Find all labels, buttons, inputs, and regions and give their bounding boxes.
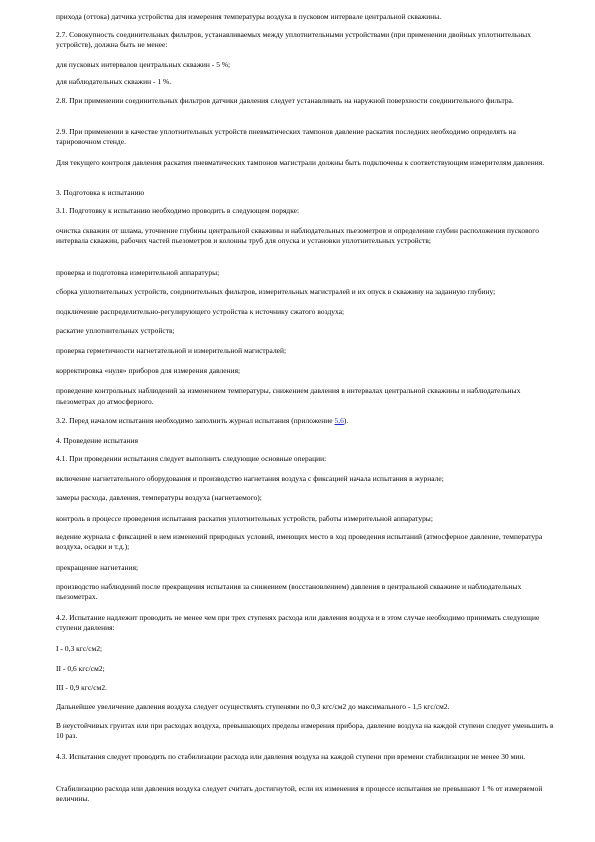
- paragraph-23: [56, 514, 561, 524]
- paragraph-text: 3. Подготовка к испытанию: [56, 188, 145, 198]
- paragraph-text: 3.2. Перед началом испытания необходимо заполнить журнал испытания (приложение: [56, 416, 333, 426]
- paragraph-text: В неустойчивых грунтах или при расходах воздуха, превышающих пределы измерения прибора, давление воздуха на каждой ступени следует уменьшить в 10 раз.: [56, 721, 554, 741]
- paragraph-text: II - 0,6 кгс/см2;: [56, 663, 105, 673]
- paragraph-text: контроль в процессе проведения испытания раскатия уплотнительных устройств, работы измерительной аппаратуры;: [56, 513, 433, 523]
- paragraph-text: Для текущего контроля давления раскатия пневматических тампонов магистрали должны быть подключены к соответствующим измерителям давления.: [56, 158, 545, 168]
- paragraph-text: очистка скважин от шлама, уточнение глубины центральной скважины и наблюдательных пьезометров и определение глубин расположения пускового интервала скважин, рабочих частей пьезометров и колонны труб для опуска и установки уплотнительных устройств;: [56, 225, 539, 245]
- paragraph-30: [56, 683, 561, 693]
- paragraph-text: корректировка «нуля» приборов для измерения давления;: [56, 366, 241, 375]
- paragraph-33: [56, 752, 561, 762]
- paragraph-8: [56, 188, 561, 198]
- paragraph-20: [56, 454, 561, 464]
- paragraph-3: [56, 60, 561, 70]
- paragraph-16: [56, 366, 561, 376]
- paragraph-text: подключение распределительно-регулирующего устройства к источнику сжатого воздуха;: [56, 307, 345, 317]
- paragraph-7: [56, 158, 561, 168]
- paragraph-text: 3.1. Подготовку к испытанию необходимо проводить в следующем порядке:: [56, 206, 300, 216]
- paragraph-25: [56, 563, 561, 573]
- appendix-link[interactable]: 5,6: [334, 416, 344, 426]
- paragraph-22: [56, 493, 561, 503]
- paragraph-text: для наблюдательных скважин - 1 %.: [56, 76, 172, 86]
- paragraph-26: [56, 582, 561, 603]
- paragraph-text: проверка герметичности нагнетательной и измерительной магистралей;: [56, 345, 287, 355]
- paragraph-text: для пусковых интервалов центральных скважин - 5 %;: [56, 60, 231, 69]
- paragraph-text-tail: ).: [343, 416, 349, 426]
- paragraph-text: прихода (оттока) датчика устройства для измерения температуры воздуха в пусковом интервале центральной скважины.: [56, 12, 442, 21]
- paragraph-text: проведение контрольных наблюдений за изменением температуры, снижением давления в интервалах центральной скважины и наблюдательных пьезометрах до атмосферного.: [56, 386, 521, 406]
- paragraph-text: 4. Проведение испытания: [56, 435, 139, 445]
- paragraph-17: [56, 386, 561, 407]
- paragraph-text: прекращение нагнетания;: [56, 562, 139, 572]
- paragraph-text: проверка и подготовка измерительной аппаратуры;: [56, 267, 220, 277]
- paragraph-text: замеры расхода, давления, температуры воздуха (нагнетаемого);: [56, 493, 262, 503]
- paragraph-24: [56, 532, 561, 553]
- paragraph-31: [56, 702, 561, 712]
- paragraph-text: 2.8. При применении соединительных фильтров датчики давления следует устанавливать на наружной поверхности соединительного фильтра.: [56, 96, 514, 105]
- paragraph-text: 4.3. Испытания следует проводить по стабилизации расхода или давления воздуха на каждой ступени при времени стабилизации не менее 30 мин.: [56, 752, 526, 762]
- paragraph-2: [56, 30, 561, 51]
- paragraph-text: III - 0,9 кгс/см2.: [56, 682, 107, 692]
- paragraph-text: сборка уплотнительных устройств, соединительных фильтров, измерительных магистралей и их опуск в скважину на заданную глубину;: [56, 286, 496, 296]
- paragraph-text: производство наблюдений после прекращения испытания за снижением (восстановлением) давления в центральной скважине и наблюдательных пьезометрах.: [56, 582, 522, 602]
- paragraph-5: [56, 96, 561, 106]
- paragraph-34: [56, 784, 561, 805]
- paragraph-28: [56, 644, 561, 654]
- paragraph-text: I - 0,3 кгс/см2;: [56, 644, 103, 654]
- paragraph-text: раскатие уплотнительных устройств;: [56, 326, 175, 336]
- paragraph-15: [56, 346, 561, 356]
- paragraph-text: 4.2. Испытание надлежит проводить не менее чем при трех ступенях расхода или давления воздуха и в этом случае необходимо принимать следующие ступени давления:: [56, 613, 540, 633]
- paragraph-text: включение нагнетательного оборудования и производство нагнетания воздуха с фиксацией начала испытания в журнале;: [56, 474, 444, 483]
- paragraph-text: 4.1. При проведении испытания следует выполнить следующие основные операции:: [56, 453, 327, 463]
- paragraph-12: [56, 287, 561, 297]
- paragraph-29: [56, 664, 561, 674]
- paragraph-14: [56, 326, 561, 336]
- paragraph-4: [56, 77, 561, 87]
- paragraph-text: 2.7. Совокупность соединительных фильтров, устанавливаемых между уплотнительными устройствами (при применении двойных уплотнительных устройств), должна быть не менее:: [56, 30, 532, 50]
- paragraph-9: [56, 206, 561, 216]
- paragraph-32: [56, 721, 561, 742]
- paragraph-21: [56, 474, 561, 484]
- paragraph-text: 2.9. При применении в качестве уплотнительных устройств пневматических тампонов давление раскатия последних необходимо определять на тарировочном стенде.: [56, 127, 516, 147]
- paragraph-11: [56, 268, 561, 278]
- paragraph-text: Дальнейшее увеличение давления воздуха следует осуществлять ступенями по 0,3 кгс/см2 до максимального - 1,5 кгс/см2.: [56, 702, 450, 711]
- paragraph-text: Стабилизацию расхода или давления воздуха следует считать достигнутой, если их изменения в процессе испытания не превышают 1 % от измеряемой величины.: [56, 783, 543, 803]
- paragraph-10: [56, 226, 561, 247]
- paragraph-13: [56, 307, 561, 317]
- paragraph-18: [56, 416, 561, 426]
- paragraph-19: [56, 436, 561, 446]
- paragraph-6: [56, 127, 561, 148]
- paragraph-text: ведение журнала с фиксацией в нем изменений природных условий, имеющих место в ход проведения испытаний (атмосферное давление, температура воздуха, осадки и т.д.);: [56, 531, 543, 551]
- paragraph-27: [56, 613, 561, 634]
- paragraph-1: [56, 12, 561, 22]
